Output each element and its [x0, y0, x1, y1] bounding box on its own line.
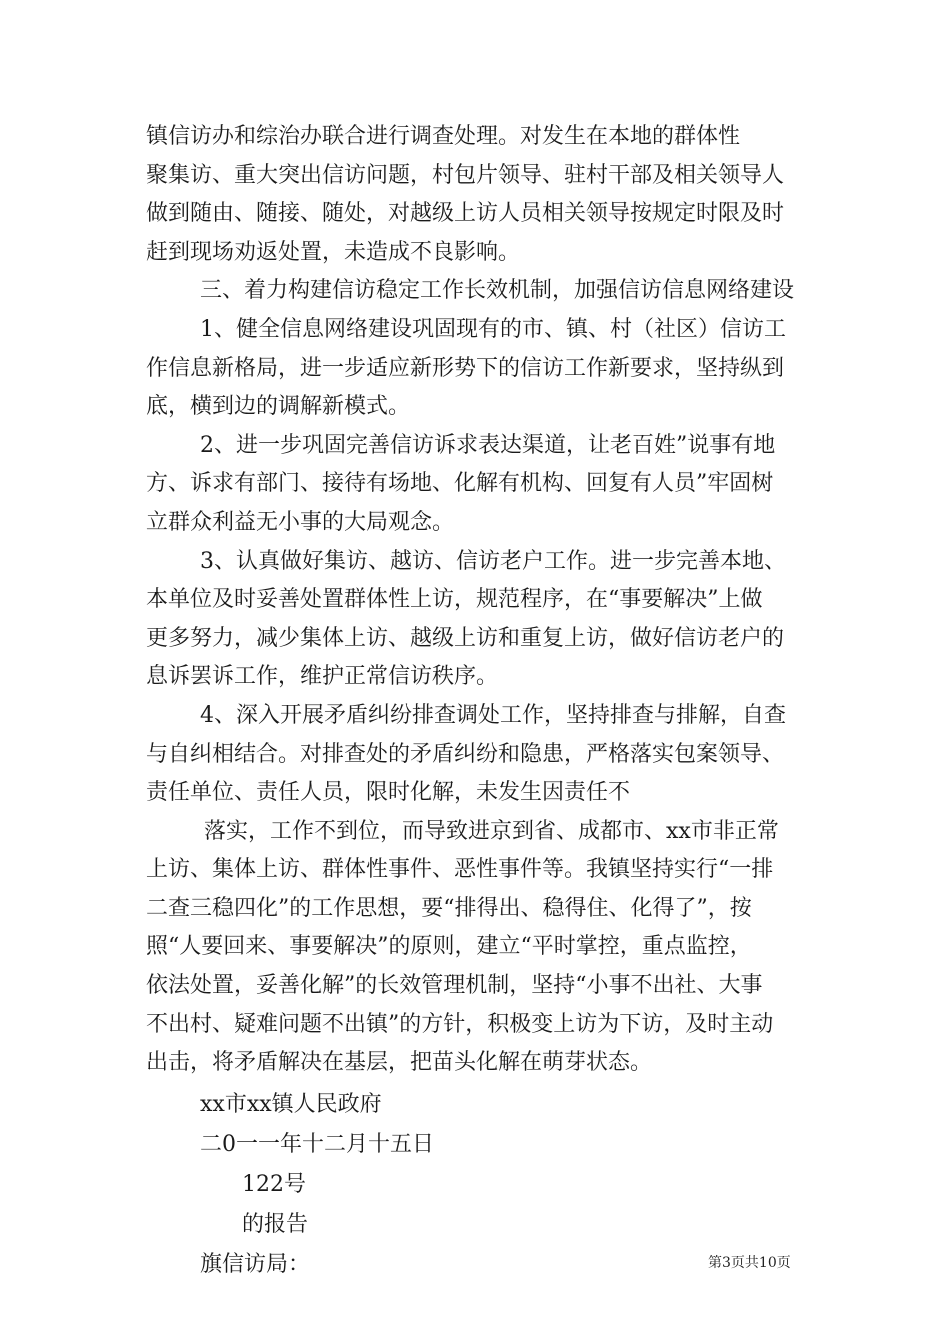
paragraph-item-2: [146, 427, 810, 543]
text-line: 二查三稳四化”的工作思想，要“排得出、稳得住、化得了”，按: [146, 895, 752, 921]
text-line: 方、诉求有部门、接待有场地、化解有机构、回复有人员”牢固树: [146, 471, 774, 497]
text-line: 依法处置，妥善化解”的长效管理机制，坚持“小事不出社、大事: [146, 973, 763, 999]
text-line: 照“人要回来、事要解决”的原则，建立“平时掌控，重点监控，: [146, 934, 752, 960]
text-line: 更多努力，减少集体上访、越级上访和重复上访，做好信访老户的: [146, 625, 785, 651]
document-body: [146, 118, 810, 1285]
paragraph-item-4: [146, 697, 810, 813]
page-number-footer: 第3页共10页: [708, 1255, 791, 1271]
paragraph-item-3: [146, 543, 810, 697]
paragraph-item-1: [146, 311, 810, 427]
text-line: 立群众利益无小事的大局观念。: [146, 509, 455, 535]
text-line: 2、进一步巩固完善信访诉求表达渠道，让老百姓”说事有地: [200, 432, 776, 458]
text-line: 做到随由、随接、随处，对越级上访人员相关领导按规定时限及时: [146, 201, 785, 227]
text-line: 与自纠相结合。对排查处的矛盾纠纷和隐患，严格落实包案领导、: [146, 741, 785, 767]
text-line: 本单位及时妥善处置群体性上访，规范程序，在“事要解决”上做: [146, 587, 763, 613]
signature-organization: xx市xx镇人民政府: [200, 1091, 382, 1117]
text-line: 不出村、疑难问题不出镇”的方针，积极变上访为下访，及时主动: [146, 1011, 774, 1037]
paragraph-continuation: [146, 813, 810, 1083]
text-line: 1、健全信息网络建设巩固现有的市、镇、村（社区）信访工: [200, 316, 786, 342]
text-line: 三、着力构建信访稳定工作长效机制，加强信访信息网络建设: [200, 278, 795, 304]
text-line: 4、深入开展矛盾纠纷排查调处工作，坚持排查与排解，自查: [200, 702, 786, 728]
text-line: 聚集访、重大突出信访问题，村包片领导、驻村干部及相关领导人: [146, 162, 785, 188]
text-line: 落实，工作不到位，而导致进京到省、成都市、xx市非正常: [204, 818, 779, 844]
text-line: 底，横到边的调解新模式。: [146, 394, 411, 420]
document-number-fragment: 122号: [242, 1171, 306, 1197]
text-line: 息诉罢诉工作，维护正常信访秩序。: [146, 664, 499, 690]
addressee: 旗信访局：: [200, 1251, 311, 1277]
text-line: 上访、集体上访、群体性事件、恶性事件等。我镇坚持实行“一排: [146, 857, 774, 883]
text-line: 作信息新格局，进一步适应新形势下的信访工作新要求，坚持纵到: [146, 355, 785, 381]
text-line: 责任单位、责任人员，限时化解，未发生因责任不: [146, 780, 631, 806]
text-line: 出击，将矛盾解决在基层，把苗头化解在萌芽状态。: [146, 1050, 653, 1076]
report-title-fragment: 的报告: [242, 1211, 309, 1237]
text-line: 镇信访办和综治办联合进行调查处理。对发生在本地的群体性: [146, 124, 741, 149]
signature-date: 二0一一年十二月十五日: [200, 1131, 434, 1157]
paragraph-investigation: [146, 118, 810, 272]
text-line: 赶到现场劝返处置，未造成不良影响。: [146, 239, 521, 265]
section-heading-3: [146, 272, 810, 311]
text-line: 3、认真做好集访、越访、信访老户工作。进一步完善本地、: [200, 548, 786, 574]
